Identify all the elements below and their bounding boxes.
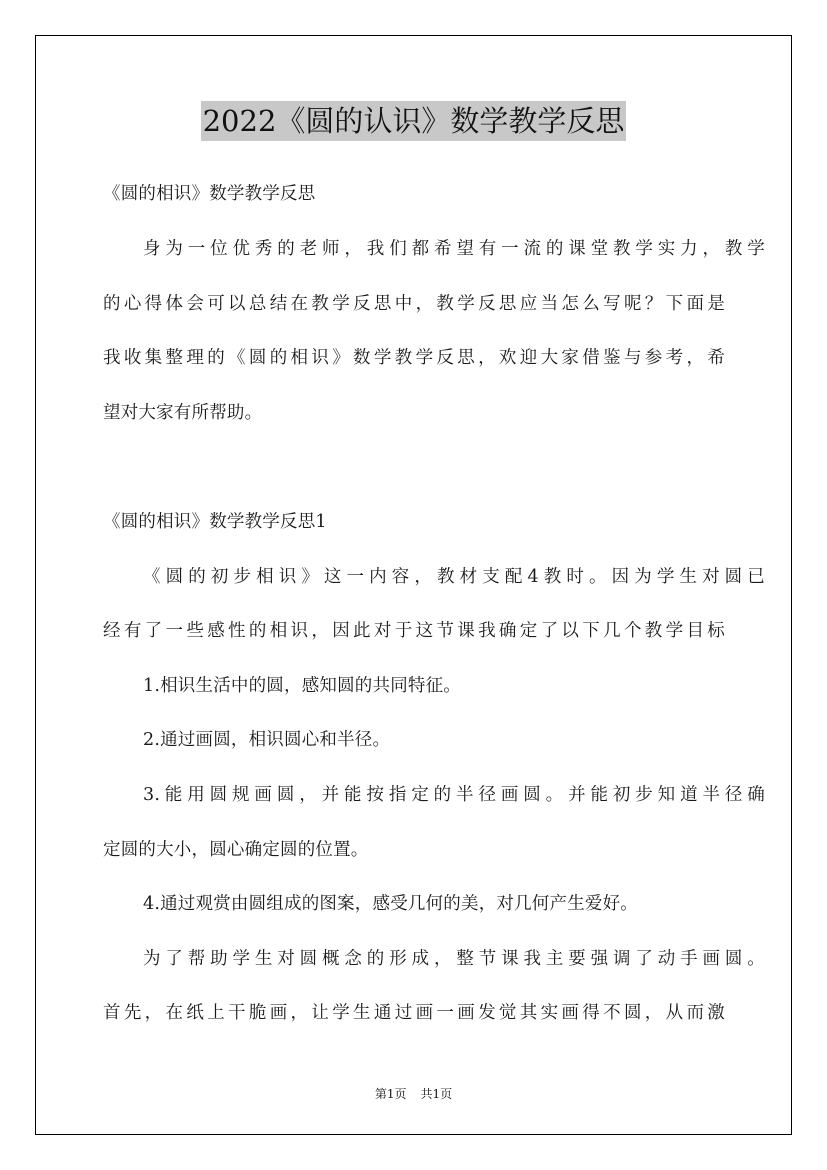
paragraph-line: 身为一位优秀的老师，我们都希望有一流的课堂教学实力，教学 bbox=[143, 239, 765, 259]
paragraph-line: 首先，在纸上干脆画，让学生通过画一画发觉其实画得不圆，从而激 bbox=[103, 1003, 725, 1023]
list-item: 2.通过画圆，相识圆心和半径。 bbox=[143, 730, 391, 750]
page-number-current: 第1页 bbox=[374, 1087, 407, 1101]
paragraph-line: 我收集整理的《圆的相识》数学教学反思，欢迎大家借鉴与参考，希 bbox=[103, 348, 725, 368]
section-heading: 《圆的相识》数学教学反思 bbox=[103, 184, 316, 204]
paragraph-line: 经有了一些感性的相识，因此对于这节课我确定了以下几个教学目标 bbox=[103, 621, 725, 641]
title-container bbox=[0, 101, 827, 141]
paragraph-line: 定圆的大小，圆心确定圆的位置。 bbox=[103, 840, 369, 860]
list-item: 1.相识生活中的圆，感知圆的共同特征。 bbox=[143, 676, 461, 696]
page-footer bbox=[0, 1085, 827, 1102]
list-item: 4.通过观赏由圆组成的图案，感受几何的美，对几何产生爱好。 bbox=[143, 894, 638, 914]
section-heading: 《圆的相识》数学教学反思1 bbox=[103, 512, 327, 532]
paragraph-line: 《圆的初步相识》这一内容，教材支配4教时。因为学生对圆已 bbox=[143, 567, 765, 587]
paragraph-line: 的心得体会可以总结在教学反思中，教学反思应当怎么写呢？下面是 bbox=[103, 294, 725, 314]
document-title: 2022《圆的认识》数学教学反思 bbox=[201, 101, 627, 141]
page-number-total: 共1页 bbox=[420, 1087, 453, 1101]
list-item: 3.能用圆规画圆，并能按指定的半径画圆。并能初步知道半径确 bbox=[143, 785, 765, 805]
paragraph-line: 望对大家有所帮助。 bbox=[103, 403, 263, 423]
paragraph-line: 为了帮助学生对圆概念的形成，整节课我主要强调了动手画圆。 bbox=[143, 949, 765, 969]
